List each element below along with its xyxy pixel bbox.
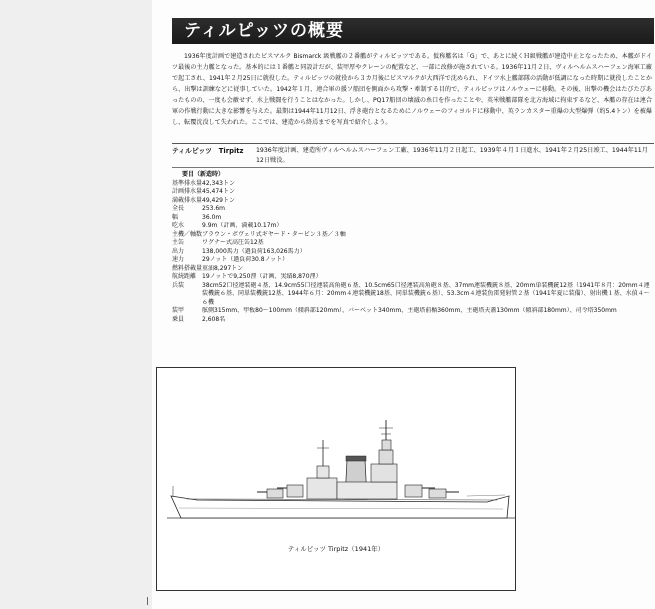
spec-value: 舷側315mm、甲板80～100mm（傾斜部120mm）、バーベット340mm、主砲塔前楯360mm、主砲塔天蓋130mm（傾斜部180mm）、司令塔350mm — [202, 307, 617, 314]
ship-profile-drawing — [156, 367, 516, 591]
ship-history: 1936年度計画、建造所ヴィルヘルムスハーフェン工廠、1936年11月２日起工、1939年４月１日進水、1941年２月25日竣工、1944年11月12日戦没。 — [256, 147, 648, 164]
spec-label: 主缶 — [172, 239, 185, 246]
spec-value: 2,608名 — [202, 315, 226, 323]
spec-row — [172, 248, 652, 257]
spec-label: 燃料搭載量 — [172, 264, 203, 272]
spec-row — [172, 180, 652, 189]
spec-label: 満載排水量 — [172, 196, 203, 204]
spec-label: 計画排水量 — [172, 188, 203, 195]
spec-row — [172, 239, 652, 248]
spec-value: 42,343トン — [202, 179, 235, 187]
spec-label: 幅 — [172, 213, 179, 221]
spec-row — [172, 222, 652, 231]
spec-label: 航続距離 — [172, 273, 197, 280]
spec-row — [172, 256, 652, 265]
drawing-caption: ティルピッツ Tirpitz（1941年） — [287, 545, 385, 553]
spec-label: 出力 — [172, 247, 185, 255]
spec-value: ワグナー式高圧缶12基 — [202, 239, 264, 246]
spec-row — [172, 316, 652, 325]
spec-label: 基準排水量 — [172, 179, 203, 187]
spec-row — [172, 273, 652, 282]
spec-label: 全長 — [172, 205, 185, 212]
page-title: ティルピッツの概要 — [184, 21, 344, 41]
spec-value: 19ノットで9,250浬（計画、実績8,870浬） — [202, 273, 322, 280]
spec-value: 45,474トン — [202, 188, 235, 195]
spec-row — [172, 307, 652, 316]
spec-label: 主機／軸数 — [172, 230, 203, 238]
spec-label: 兵装 — [172, 281, 185, 289]
spec-value: 9.9m（計画、満載10.17m） — [202, 222, 283, 229]
spec-value: 138,000馬力（過負荷163,026馬力） — [202, 247, 306, 255]
spec-value: 38cm52口径連装砲４基、14.9cm55口径連装高角砲６基、10.5cm65口径連装高角砲８基、37mm連装機銃８基、20mm単装機銃12基（1941年８月：20mm４連装機銃６基、同単装機銃12基、1944年６月：20mm４連装機銃18基、同単装機銃６基）、53.3cm４連装魚雷発射管２基（1941年夏に装備）、射出機１基、水偵４～６機 — [202, 281, 650, 306]
ship-silhouette — [157, 368, 515, 590]
section-divider — [172, 143, 654, 144]
spec-row — [172, 205, 652, 214]
spec-value: 重油8,297トン — [202, 264, 244, 272]
spec-value: 253.6m — [202, 205, 226, 212]
spec-row — [172, 197, 652, 206]
spec-row — [172, 265, 652, 274]
spec-label: 吃水 — [172, 222, 185, 229]
spec-value: ブラウン・ボヴェリ式ギヤード・タービン３基／３軸 — [202, 230, 346, 238]
specs-header: 要目（新造時） — [182, 171, 225, 178]
intro-paragraph: 1936年度計画で建造されたビスマルク Bismarck 級戦艦の２番艦がティルピッツである。仮称艦名は「G」で、あとに続くＨ級戦艦が建造中止となったため、本艦がドイツ最後の主力艦となった。基本的には１番艦と同設計だが、装甲厚やクレーンの配置など、一部に改修が施されている。1936年11月２日、ヴィルヘルムスハーフェン海軍工廠で起工され、1941年２月25日に就役した。ティルピッツの就役から３カ月後にビスマルクが大西洋で沈められ、ドイツ水上艦部隊の活動が低調になった時期に就役したことから、出撃は訓練などに従事していた。1942年１月、連合軍の援ソ船団を側面から攻撃・牽制する目的で、ティルピッツはノルウェーに移動。その後、出撃の機会はたびたびあったものの、一度も会敵せず、水上戦闘を行うことはなかった。しかし、PQ17船団の壊滅の糸口を作ったことや、英米戦艦部隊を北方海域に拘束するなど、本艦の存在は連合軍の作戦行動に大きな影響を与えた。最期は1944年11月12日、浮き砲台となるためにノルウェーのフィヨルドに移動中、英ランカスター重爆の大型爆弾（約5.4トン）を被爆し、転覆沈没して失われた。ここでは、建造から終焉までを写真で紹介しよう。 — [172, 53, 652, 126]
spec-label: 乗員 — [172, 315, 185, 323]
spec-value: 29ノット（過負荷30.8ノット） — [202, 256, 289, 263]
spec-value: 49,429トン — [202, 196, 235, 204]
page-edge-mark: | — [146, 596, 149, 605]
spec-row — [172, 214, 652, 223]
spec-row — [172, 231, 652, 240]
spec-value: 36.0m — [202, 213, 222, 221]
specs-table — [172, 171, 652, 324]
ship-name: ティルピッツ Tirpitz — [172, 147, 244, 155]
spec-label: 装甲 — [172, 307, 185, 314]
section-divider-2 — [172, 167, 654, 168]
spec-row — [172, 188, 652, 197]
spec-row — [172, 282, 652, 308]
spec-label: 速力 — [172, 256, 185, 263]
